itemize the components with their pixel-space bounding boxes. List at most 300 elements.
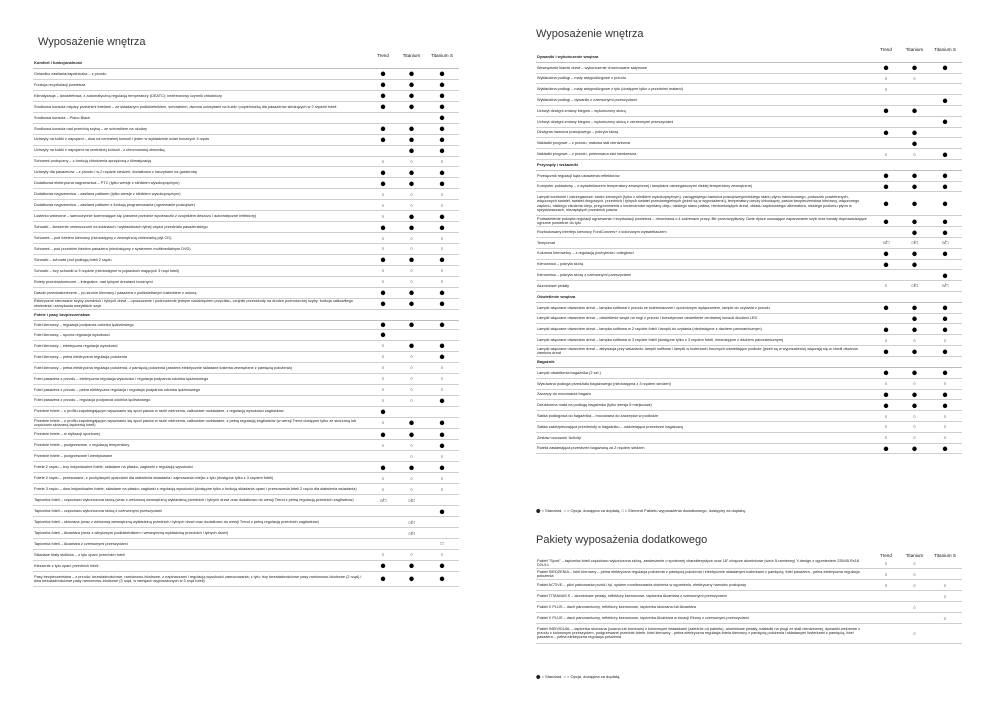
availability-mark: ⬤: [439, 82, 445, 88]
table-row: [536, 171, 962, 182]
availability-mark: ○/□: [379, 497, 387, 503]
equipment-table-left: [33, 50, 459, 587]
availability-mark: ○: [884, 435, 888, 441]
table-row: [33, 462, 459, 473]
availability-mark: ⬤: [439, 354, 445, 360]
availability-mark: [425, 520, 459, 525]
availability-mark: ⬤: [439, 398, 445, 404]
availability-mark: ⬤: [439, 322, 445, 328]
availability-mark: ⬤: [911, 183, 918, 189]
availability-mark: ⬤: [883, 108, 889, 114]
row-label: Elektryczne sterowane szyby przednich i tylnych drzwi – opuszczanie i podnoszenie jednym naciśnięciem przycisku, czujniki przeszkody na drodze podnoszonej szyby, funkcja całkowitego otwierania i zamykania wszystkich szyb: [34, 299, 353, 308]
availability-mark: ⬤: [380, 431, 386, 437]
table-row: [536, 84, 962, 95]
availability-mark: [928, 87, 962, 92]
availability-mark: ⬤: [942, 370, 948, 376]
availability-mark: ○: [381, 387, 385, 393]
row-label: Uchwyty dla pasażerów – z przodu i w 2 rzędzie siedzeń, dodatkowo z haczykami na garderobę: [34, 170, 198, 175]
availability-mark: ⬤: [380, 464, 386, 470]
availability-mark: ○: [884, 337, 888, 343]
table-row: [33, 385, 459, 396]
availability-mark: ⬤: [942, 326, 948, 332]
availability-mark: ○: [381, 365, 385, 371]
table-row: [33, 352, 459, 363]
availability-mark: ⬤: [380, 332, 386, 338]
availability-mark: [901, 616, 928, 621]
table-row: [536, 138, 962, 149]
row-label: Środkowa konsola – Piano Black: [34, 115, 90, 120]
availability-mark: ○: [410, 158, 413, 164]
availability-mark: ○: [440, 235, 444, 241]
availability-mark: [928, 108, 962, 113]
availability-mark: ⬤: [439, 71, 445, 77]
row-label: Uchwyt dźwigni zmiany biegów – wykończony skórą: [537, 108, 626, 113]
table-row: [33, 69, 459, 80]
availability-mark: ⬤: [942, 446, 948, 452]
table-row: [33, 539, 459, 550]
table-row: [536, 390, 962, 401]
availability-mark: ○: [410, 235, 413, 241]
availability-mark: ○: [410, 552, 413, 558]
table-row: [33, 244, 459, 255]
availability-mark: ⬤: [911, 140, 918, 146]
legend-note: ⬤ = Standard, ○ = Opcja, dostępna za dopłatą, □ = Element Pakietu wyposażenia dodatkowego, dostępny za dopłatą.: [536, 508, 746, 513]
table-row: [33, 189, 459, 200]
table-row: [33, 429, 459, 440]
availability-mark: ○: [913, 604, 916, 610]
table-row: [536, 182, 962, 193]
availability-mark: ⬤: [911, 402, 918, 408]
page-title: Wyposażenie wnętrza: [536, 28, 644, 40]
availability-mark: ○: [381, 158, 385, 164]
availability-mark: ○: [884, 75, 888, 81]
row-label: Kieszenie z tyłu oparć przednich foteli: [34, 563, 99, 568]
row-label: Lampki włączane otwarciem drzwi – oświetlenie wnęki na nogi z przodu i bursztynowe oświetlenie centralnej konsoli diodami LED: [537, 316, 758, 321]
availability-mark: ○: [884, 560, 888, 566]
availability-mark: ○: [943, 381, 947, 387]
column-header: Titanium: [905, 47, 924, 52]
availability-mark: ○: [381, 235, 385, 241]
availability-mark: ○: [381, 486, 385, 492]
table-row: [33, 135, 459, 146]
row-label: Dodatkowa nagrzewnica – zasilana paliwem z funkcją programowania (ogrzewanie postojowe): [34, 203, 195, 208]
availability-mark: ⬤: [942, 218, 948, 224]
availability-mark: ⬤: [883, 326, 889, 332]
row-label: Tapicerka foteli – skórzana (wraz z welurową wewnętrzną wykładziną przednich i tylnych drzwi oraz dodatkowo do wersji Trend z pełną regulacją przednich zagłówków): [34, 519, 319, 524]
availability-mark: ⬤: [408, 169, 415, 175]
row-label: Wewnętrzne klamki drzwi – wykończenie chromowane satynowe: [537, 65, 647, 70]
availability-mark: ○: [440, 552, 444, 558]
table-row: [536, 192, 962, 216]
availability-mark: ⬤: [380, 169, 386, 175]
availability-mark: ⬤: [380, 290, 386, 296]
table-row: [33, 451, 459, 462]
availability-mark: [368, 520, 398, 525]
availability-mark: □: [440, 541, 444, 547]
availability-mark: ⬤: [911, 348, 918, 354]
availability-mark: [871, 605, 901, 610]
row-label: Wykładzina podłogi – maty antypoślizgowe z tyłu (dostępne tylko z przednimi matami): [537, 87, 683, 92]
availability-mark: ⬤: [911, 201, 918, 207]
availability-mark: ○: [440, 365, 444, 371]
row-label: Daszki przeciwsłoneczne – po stronie kierowcy i pasażera z podświetlanym lusterkiem z osłoną: [34, 290, 197, 295]
availability-mark: [368, 541, 398, 546]
availability-mark: ⬤: [408, 301, 415, 307]
availability-mark: ○: [943, 582, 947, 588]
availability-mark: ⬤: [942, 316, 948, 322]
availability-mark: ⬤: [439, 213, 445, 219]
availability-mark: ⬤: [942, 348, 948, 354]
row-label: Siatka zabezpieczająca przedmioty w bagażniku – oddzielająca przestrzeń bagażową: [537, 424, 683, 429]
availability-mark: ○: [884, 582, 888, 588]
row-label: Roleta zasłaniająca przestrzeń bagażową za 2 rzędem siedzeń: [537, 446, 645, 451]
availability-mark: ⬤: [439, 301, 445, 307]
availability-mark: ⬤: [439, 137, 445, 143]
column-header: Trend: [880, 553, 892, 558]
availability-mark: ⬤: [911, 108, 918, 114]
availability-mark: ○: [381, 246, 385, 252]
row-label: Przednie fotele – podgrzewane i wentylowane: [34, 454, 113, 459]
availability-mark: ⬤: [408, 343, 415, 349]
availability-mark: ⬤: [408, 224, 415, 230]
availability-mark: ○: [913, 560, 916, 566]
legend-note-packs: ⬤ = Standard, ○ = Opcja, dostępna za dopłatą.: [536, 674, 621, 679]
section-header-row: [536, 160, 962, 171]
row-label: Pasy bezpieczeństwa – z przodu: bezwładnościowe, ramionowo-biodrowe, z napinaczami i regulacją wysokości zamocowania; z tyłu: trzy bezwładnościowe pasy ramionowo-biodrowe (2 rząd) i dwa bezwładnościowe pasy ramionowo-biodrowe (3 rząd, w wersjach wyposażonych w 3 rząd foteli): [34, 574, 362, 583]
table-row: [536, 558, 962, 569]
availability-mark: ⬤: [942, 272, 948, 278]
table-row: [33, 418, 459, 430]
availability-mark: ○/□: [941, 283, 949, 289]
packs-table: [536, 550, 962, 644]
availability-mark: ⬤: [942, 201, 948, 207]
availability-mark: ⬤: [380, 563, 386, 569]
section-header-row: [536, 292, 962, 303]
availability-mark: ⬤: [439, 420, 445, 426]
availability-mark: ⬤: [911, 129, 918, 135]
availability-mark: ⬤: [942, 119, 948, 125]
availability-mark: ○: [440, 202, 444, 208]
availability-mark: ⬤: [883, 173, 889, 179]
availability-mark: ⬤: [408, 576, 415, 582]
table-row: [33, 157, 459, 168]
availability-mark: [901, 87, 928, 92]
availability-mark: ⬤: [883, 261, 889, 267]
availability-mark: ⬤: [439, 126, 445, 132]
availability-mark: ○: [943, 593, 947, 599]
availability-mark: ⬤: [380, 137, 386, 143]
availability-mark: ○: [410, 202, 413, 208]
availability-mark: ○: [410, 442, 413, 448]
availability-mark: ○: [913, 424, 916, 430]
availability-mark: ⬤: [883, 251, 889, 257]
availability-mark: ○: [913, 151, 916, 157]
table-row: [536, 270, 962, 281]
availability-mark: ○: [913, 75, 916, 81]
table-row: [33, 528, 459, 539]
availability-mark: ○: [381, 398, 385, 404]
table-row: [536, 106, 962, 117]
availability-mark: ⬤: [380, 93, 386, 99]
availability-mark: ⬤: [439, 431, 445, 437]
row-label: Lampki włączane otwarciem drzwi – aktywacja przy wsiadaniu: lampki sufitowe i lampki w lusterkach bocznych oświetlające podłoże (jeżeli są w wyposażeniu) włączają się w chwili otwarcia zamków drzwi: [537, 347, 858, 356]
availability-mark: [398, 115, 425, 120]
row-label: Uchwyty na kubki z napojami – dwa na centralnej konsoli i jeden w wykładzinie ścian bocznych 3 rzędu: [34, 137, 210, 142]
table-row: [33, 473, 459, 484]
column-header: Titanium: [402, 53, 421, 58]
availability-mark: ⬤: [408, 213, 415, 219]
row-label: Pakiet INDIVIDUAL – tapicerka skórzana (czarna lub bordowa) z kolorowymi wstawkami (zależnie od pakietu), aluminiowe pedały, nakładki na progi ze stali nierdzewnej, dywaniki welurowe z przodu z kolorowym przeszyciem, podgrzewane przednie fotele, fotel kierowcy - pełna elektryczna regulacja fotela kierowcy z pamięcią położenia i składanymi lusterkami z pamięcią, fotel pasażera – pełna elektryczna regulacja położenia: [537, 626, 861, 640]
section-label: Komfort i funkcjonalność: [34, 60, 83, 65]
availability-mark: ⬤: [380, 322, 386, 328]
availability-mark: ○/□: [408, 519, 415, 525]
table-row: [33, 146, 459, 157]
availability-mark: ⬤: [439, 224, 445, 230]
row-label: Przednie fotele – o profilu zapobiegającym wysuwaniu się spod pasów w razie zderzenia, całkowicie rozkładane, z pełną regulacją zagłówków (w wersji Trend dostępne tylko ze skórzaną lub częściowo skórzaną tapicerką foteli): [34, 418, 357, 427]
availability-mark: ⬤: [439, 508, 445, 514]
availability-mark: ○/□: [911, 240, 918, 246]
availability-mark: ⬤: [439, 148, 445, 154]
table-row: [536, 591, 962, 602]
table-row: [536, 379, 962, 390]
availability-mark: [368, 454, 398, 459]
row-label: Przełącznik regulacji kąta ustawienia reflektorów: [537, 173, 620, 178]
table-row: [536, 281, 962, 292]
availability-mark: ⬤: [408, 93, 415, 99]
availability-mark: ○/□: [408, 497, 415, 503]
availability-mark: ⬤: [911, 392, 918, 398]
table-row: [33, 321, 459, 330]
availability-mark: ⬤: [439, 464, 445, 470]
availability-mark: ○: [943, 424, 947, 430]
availability-mark: ⬤: [380, 301, 386, 307]
availability-mark: ⬤: [439, 257, 445, 263]
availability-mark: ⬤: [408, 82, 415, 88]
row-label: Fotele 2 rzędu – trzy indywidualne fotele, składane na płasko, zagłówki z regulacją wysokości: [34, 465, 193, 470]
availability-mark: [871, 273, 901, 278]
table-row: [536, 238, 962, 249]
row-label: Składane blaty stolików – z tyłu oparć przednich foteli: [34, 552, 125, 557]
availability-mark: ⬤: [380, 409, 386, 415]
row-label: Lusterko wsteczne – samoczynnie ściemniające się (zawiera przednie wycieraczki z czujnikiem deszczu i automatyczne reflektory): [34, 214, 257, 219]
row-label: Schowki – kieszenie umieszczone na ściankach i wykładzinach tylnej części przedziału pasażerskiego: [34, 224, 208, 229]
availability-mark: [398, 509, 425, 514]
availability-mark: ○: [440, 376, 444, 382]
table-row: [33, 80, 459, 91]
row-label: Uchwyt dźwigni zmiany biegów – wykończony skórą z czerwonymi przeszyciami: [537, 119, 674, 124]
table-row: [536, 74, 962, 85]
availability-mark: ⬤: [408, 71, 415, 77]
availability-mark: [928, 631, 962, 636]
row-label: Lampki oświetlenia bagażnika (2 szt.): [537, 370, 601, 375]
row-label: Fotele 3 rzędu – dwa indywidualne fotele, składane na płasko; zagłówki z regulacją wysokości (dostępne tylko z funkcją składania oparć i przesuwania foteli 2 rzędu dla ułatwienia wsiadania): [34, 487, 357, 492]
availability-mark: [398, 541, 425, 546]
row-label: Klimatyzacja – dwustrefowa, z automatyczną regulacją temperatury (DEATC); bezfreonowy czynnik chłodniczy: [34, 93, 222, 98]
availability-mark: ○: [381, 552, 385, 558]
row-label: Tempomat: [537, 240, 555, 245]
availability-mark: ○: [913, 381, 916, 387]
row-label: Pakiet ACTIVE – pilot parkowania przód i tył, system monitorowania ciśnienia w ogumieniu, elektryczny hamulec postojowy: [537, 582, 747, 587]
availability-mark: ⬤: [883, 348, 889, 354]
availability-mark: [368, 509, 398, 514]
availability-mark: ⬤: [408, 148, 415, 154]
row-label: Fotele 2 rzędu – przesuwane, z pochylanymi oparciami dla ułatwienia wsiadania i zajmowania miejsc z tyłu (dostępne tylko z 3 rzędem foteli): [34, 476, 274, 481]
table-row: [33, 550, 459, 561]
availability-mark: ○: [410, 268, 413, 274]
availability-mark: ○: [913, 435, 916, 441]
section-header-row: [33, 58, 459, 69]
availability-mark: ⬤: [883, 402, 889, 408]
row-label: Środkowa konsola między przednimi fotelami – ze składanym podłokietnikiem, schowkiem, dwoma uchwytami na kubki i popielniczką dla pasażerów siedzących w 2 rzędzie foteli: [34, 104, 337, 109]
row-label: Przednie fotele – podgrzewane, z regulacją temperatury: [34, 443, 130, 448]
section-header-row: [536, 52, 962, 63]
availability-mark: [928, 561, 962, 566]
row-label: Pakiet X PLUS – dach panoramiczny, reflektory ksenonowe, tapicerka skórzana lub Alcantara: [537, 604, 696, 609]
availability-mark: ○: [410, 376, 413, 382]
table-row: [33, 266, 459, 277]
table-row: [33, 561, 459, 572]
row-label: Pakiet TITANIUM S – aluminiowe pedały, reflektory ksenonowe, tapicerka Alcantara z czerwonymi przeszyciami: [537, 593, 727, 598]
column-header: Trend: [880, 47, 892, 52]
section-title-packs: Pakiety wyposażenia dodatkowego: [536, 534, 708, 546]
availability-mark: ○: [884, 571, 888, 577]
table-row: [33, 233, 459, 244]
availability-mark: ○: [381, 343, 385, 349]
section-label: Przyrządy i wskaźniki: [537, 162, 578, 167]
availability-mark: [901, 594, 928, 599]
availability-mark: ⬤: [942, 305, 948, 311]
availability-mark: ⬤: [408, 257, 415, 263]
availability-mark: ○: [884, 413, 888, 419]
availability-mark: ⬤: [911, 229, 918, 235]
row-label: Funkcja recyrkulacji powietrza: [34, 82, 86, 87]
row-label: Gniazdko zasilania/zapalniczka – z przodu: [34, 71, 107, 76]
availability-mark: ⬤: [883, 129, 889, 135]
row-label: Fotel kierowcy – regulacja podparcia odcinka lędźwiowego: [34, 322, 134, 327]
availability-mark: ⬤: [883, 201, 889, 207]
availability-mark: ○: [913, 630, 916, 636]
availability-mark: [425, 409, 459, 414]
availability-mark: [425, 498, 459, 503]
availability-mark: ○: [381, 202, 385, 208]
availability-mark: ○: [381, 354, 385, 360]
table-row: [536, 324, 962, 335]
row-label: Tapicerka foteli – częściowo wykończona skórą z czerwonymi przeszyciami: [34, 508, 162, 513]
table-row: [536, 400, 962, 411]
table-row: [536, 613, 962, 624]
availability-mark: [928, 262, 962, 267]
row-label: Fotel kierowcy – pełna elektryczna regulacja położenia, z pamięcią położenia (zawiera elektrycznie składane lusterka zewnętrzne z pamięcią położenia): [34, 365, 292, 370]
availability-mark: ⬤: [439, 115, 445, 121]
availability-mark: ⬤: [883, 305, 889, 311]
availability-mark: ○: [410, 387, 413, 393]
availability-mark: ○: [410, 354, 413, 360]
table-row: [33, 341, 459, 352]
table-row: [33, 91, 459, 102]
row-label: Pakiet SIEDZENIA – fotel kierowcy – pełna elektryczna regulacja położenia z pamięcią położenia i elektrycznie składanymi lusterkami z pamięcią, fotel pasażera - pełna elektryczna regulacja położenia: [537, 569, 860, 578]
availability-mark: ○: [440, 486, 444, 492]
right-page: [496, 0, 992, 701]
availability-mark: ⬤: [942, 251, 948, 257]
availability-mark: ⬤: [942, 229, 948, 235]
table-row: [33, 124, 459, 135]
availability-mark: ○: [381, 475, 385, 481]
availability-mark: ○: [884, 424, 888, 430]
availability-mark: ○: [381, 191, 385, 197]
column-header: Titanium S: [934, 553, 956, 558]
row-label: Schowek – pod fotelem kierowcy (niedostępny z zewnętrzną zmieniarką płyt CD): [34, 235, 172, 240]
row-label: Rolety przeciwsłoneczne – integralne, nad tylnymi drzwiami bocznymi: [34, 279, 153, 284]
row-label: Lampki włączane otwarciem drzwi – lampka sufitowa w 2 rzędzie foteli i lampki do czytania (niedostępne z dachem panoramicznym): [537, 327, 762, 332]
table-row: [536, 128, 962, 139]
section-label: Dywaniki i wykończenie wnętrza: [537, 54, 599, 59]
table-row: [33, 222, 459, 233]
availability-mark: ⬤: [883, 370, 889, 376]
availability-mark: ⬤: [439, 343, 445, 349]
availability-mark: ⬤: [911, 173, 918, 179]
table-row: [536, 580, 962, 591]
column-header: Trend: [377, 53, 389, 58]
availability-mark: ○: [440, 453, 444, 459]
row-label: Fotel kierowcy – elektryczna regulacja wysokości: [34, 343, 118, 348]
availability-mark: ⬤: [380, 82, 386, 88]
table-row: [536, 346, 962, 357]
table-row: [33, 167, 459, 178]
availability-mark: ⬤: [942, 392, 948, 398]
availability-mark: ⬤: [911, 305, 918, 311]
equipment-table-right: [536, 44, 962, 454]
availability-mark: ⬤: [883, 446, 889, 452]
availability-mark: ○: [884, 283, 888, 289]
availability-mark: ○: [440, 387, 444, 393]
availability-mark: ⬤: [911, 261, 918, 267]
row-label: Uchwyty na kubki z napojami na centralnej konsoli - z chromowaną obwódką: [34, 148, 165, 153]
table-row: [536, 444, 962, 455]
availability-mark: ○: [440, 246, 444, 252]
row-label: Fotel kierowcy – ręczna regulacja wysokości: [34, 332, 110, 337]
availability-mark: ⬤: [942, 402, 948, 408]
availability-mark: ⬤: [439, 169, 445, 175]
availability-mark: ○: [410, 365, 413, 371]
availability-mark: [398, 409, 425, 414]
table-row: [33, 288, 459, 299]
table-row: [33, 211, 459, 222]
row-label: Zaczepy do mocowania bagażu: [537, 392, 592, 397]
availability-mark: ⬤: [942, 97, 948, 103]
availability-mark: [901, 98, 928, 103]
availability-mark: ○: [381, 213, 385, 219]
row-label: Tapicerka foteli – Alcantara z czerwonymi przeszyciami: [34, 541, 128, 546]
row-label: Tapicerka foteli – Alcantara (wraz z winylowym podłokietnikiem i wewnętrzną wykładziną przednich i tylnych drzwi): [34, 530, 228, 535]
availability-mark: [368, 148, 398, 153]
row-label: Komputer pokładowy – z wyświetlaczem temperatury zewnętrznej i lampkami ostrzegawczymi niskiej temperatury zewnętrznej: [537, 184, 752, 189]
availability-mark: ○: [440, 475, 444, 481]
availability-mark: [928, 130, 962, 135]
table-row: [536, 149, 962, 160]
availability-mark: [871, 631, 901, 636]
availability-mark: ○: [440, 268, 444, 274]
availability-mark: [928, 141, 962, 146]
table-row: [536, 260, 962, 271]
availability-mark: [425, 332, 459, 337]
availability-mark: ⬤: [380, 180, 386, 186]
table-row: [536, 411, 962, 422]
availability-mark: [871, 141, 901, 146]
availability-mark: ⬤: [380, 126, 386, 132]
table-row: [33, 299, 459, 310]
row-label: Aluminiowe pedały: [537, 283, 570, 288]
availability-mark: ○: [410, 453, 413, 459]
